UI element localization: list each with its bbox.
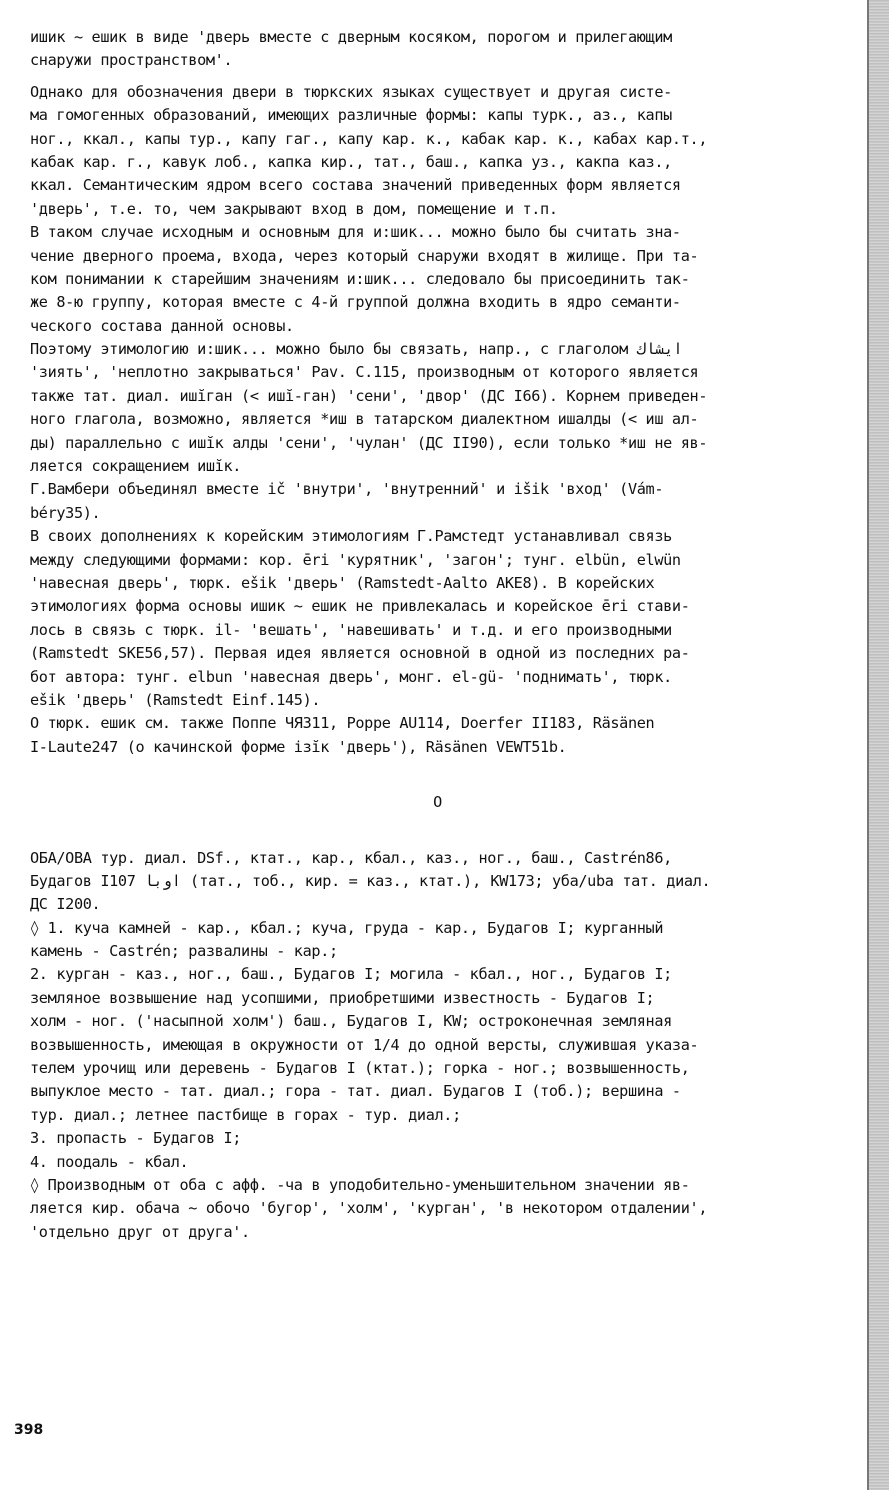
text-line: ляется кир. обача ~ обочо 'бугор', 'холм', 'курган', 'в некотором отдалении', <box>30 1199 708 1218</box>
text-line: 2. курган - каз., ног., баш., Будагов I; могила - кбал., ног., Будагов I; <box>30 965 672 984</box>
text-line: снаружи пространством'. <box>30 51 233 70</box>
text-line: кабак кар. г., кавук лоб., капка кир., тат., баш., капка уз., какпа каз., <box>30 152 672 171</box>
text-line: Г.Вамбери объединял вместе ič 'внутри', 'внутренний' и išik 'вход' (Vám- <box>30 480 664 499</box>
text-line: ОБА/ОВА тур. диал. DSf., ктат., кар., кбал., каз., ног., баш., Castrén86, <box>30 848 672 867</box>
scan-edge-line <box>867 0 869 1490</box>
text-line: 'отдельно друг от друга'. <box>30 1222 250 1241</box>
text-line: В своих дополнениях к корейским этимологиям Г.Рамстедт устанавливал связь <box>30 527 672 546</box>
text-line: ческого состава данной основы. <box>30 316 294 335</box>
text-line: ком понимании к старейшим значениям и:шик... следовало бы присоединить так- <box>30 269 690 288</box>
section-gap <box>30 815 845 847</box>
text-line: О тюрк. ешик см. также Поппе ЧЯ311, Poppe AU114, Doerfer II183, Räsänen <box>30 714 655 733</box>
text-line: ляется сокращением ишĭк. <box>30 457 242 476</box>
page-number: 398 <box>14 1422 44 1438</box>
text-line: béry35). <box>30 503 101 522</box>
text-line: ešik 'дверь' (Ramstedt Einf.145). <box>30 690 321 709</box>
text-line: между следующими формами: кор. ēri 'курятник', 'загон'; тунг. elbün, elwün <box>30 550 681 569</box>
text-line: этимологиях форма основы ишик ~ ешик не привлекалась и корейское ēri стави- <box>30 597 690 616</box>
text-line: возвышенность, имеющая в окружности от 1/4 до одной версты, служившая указа- <box>30 1035 699 1054</box>
text-line: ного глагола, возможно, является *иш в татарском диалектном ишалды (< иш ал- <box>30 410 699 429</box>
text-line: телем урочищ или деревень - Будагов I (ктат.); горка - ног.; возвышенность, <box>30 1059 690 1078</box>
text-line: выпуклое место - тат. диал.; гора - тат. диал. Будагов I (тоб.); вершина - <box>30 1082 681 1101</box>
paragraph-gap <box>30 73 845 81</box>
text-line: ккал. Семантическим ядром всего состава значений приведенных форм является <box>30 176 681 195</box>
text-line: Будагов I107 اوبا (тат., тоб., кир. = каз., ктат.), KW173; уба/uba тат. диал. <box>30 871 711 890</box>
text-line: же 8-ю группу, которая вместе с 4-й группой должна входить в ядро семанти- <box>30 293 681 312</box>
block-2 <box>30 847 845 1245</box>
text-line: лось в связь с тюрк. il- 'вешать', 'навешивать' и т.д. и его производными <box>30 620 672 639</box>
scan-edge <box>869 0 889 1490</box>
text-line: 'зиять', 'неплотно закрываться' Pav. C.115, производным от которого является <box>30 363 699 382</box>
text-line: холм - ног. ('насыпной холм') баш., Будагов I, KW; остроконечная земляная <box>30 1012 672 1031</box>
text-line: тур. диал.; летнее пастбище в горах - тур. диал.; <box>30 1105 461 1124</box>
text-line: (Ramstedt SKE56,57). Первая идея является основной в одной из последних ра- <box>30 644 690 663</box>
text-line: ды) параллельно с ишĭк алды 'сени', 'чулан' (ДС II90), если только *иш не яв- <box>30 433 708 452</box>
text-line: ДС I200. <box>30 895 101 914</box>
text-line: чение дверного проема, входа, через который снаружи входят в жилище. При та- <box>30 246 699 265</box>
text-line: также тат. диал. ишĭган (< ишĭ-ган) 'сени', 'двор' (ДС I66). Корнем приведен- <box>30 386 708 405</box>
section-letter: О <box>433 793 442 812</box>
section-gap <box>30 759 845 791</box>
text-line: камень - Castrén; развалины - кар.; <box>30 942 338 961</box>
text-line: ◊ Производным от оба с афф. -ча в уподобительно-уменьшительном значении яв- <box>30 1175 690 1194</box>
text-line: Однако для обозначения двери в тюркских языках существует и другая систе- <box>30 82 672 101</box>
text-line: 4. поодаль - кбал. <box>30 1152 189 1171</box>
text-line: I-Laute247 (о качинской форме ізĭк 'дверь'), Räsänen VEWT51b. <box>30 737 567 756</box>
text-line: 'дверь', т.е. то, чем закрывают вход в дом, помещение и т.п. <box>30 199 558 218</box>
text-line: бот автора: тунг. elbun 'навесная дверь', монг. el-gü- 'поднимать', тюрк. <box>30 667 672 686</box>
text-line: земляное возвышение над усопшими, приобретшими известность - Будагов I; <box>30 988 655 1007</box>
text-line: ишик ~ ешик в виде 'дверь вместе с дверным косяком, порогом и прилегающим <box>30 28 672 46</box>
text-line: 3. пропасть - Будагов I; <box>30 1129 242 1148</box>
text-line: 'навесная дверь', тюрк. ešik 'дверь' (Ramstedt-Aalto AKE8). В корейских <box>30 573 655 592</box>
block-1 <box>30 26 845 759</box>
text-line: В таком случае исходным и основным для и:шик... можно было бы считать зна- <box>30 223 681 242</box>
text-line: ног., ккал., капы тур., капу гаг., капу кар. к., кабак кар. к., кабах кар.т., <box>30 129 708 148</box>
document-page <box>30 26 845 1244</box>
text-line: ◊ 1. куча камней - кар., кбал.; куча, груда - кар., Будагов I; курганный <box>30 918 664 937</box>
text-line: Поэтому этимологию и:шик... можно было бы связать, напр., с глаголом ايشاك <box>30 340 683 359</box>
text-line: ма гомогенных образований, имеющих различные формы: капы турк., аз., капы <box>30 106 672 125</box>
